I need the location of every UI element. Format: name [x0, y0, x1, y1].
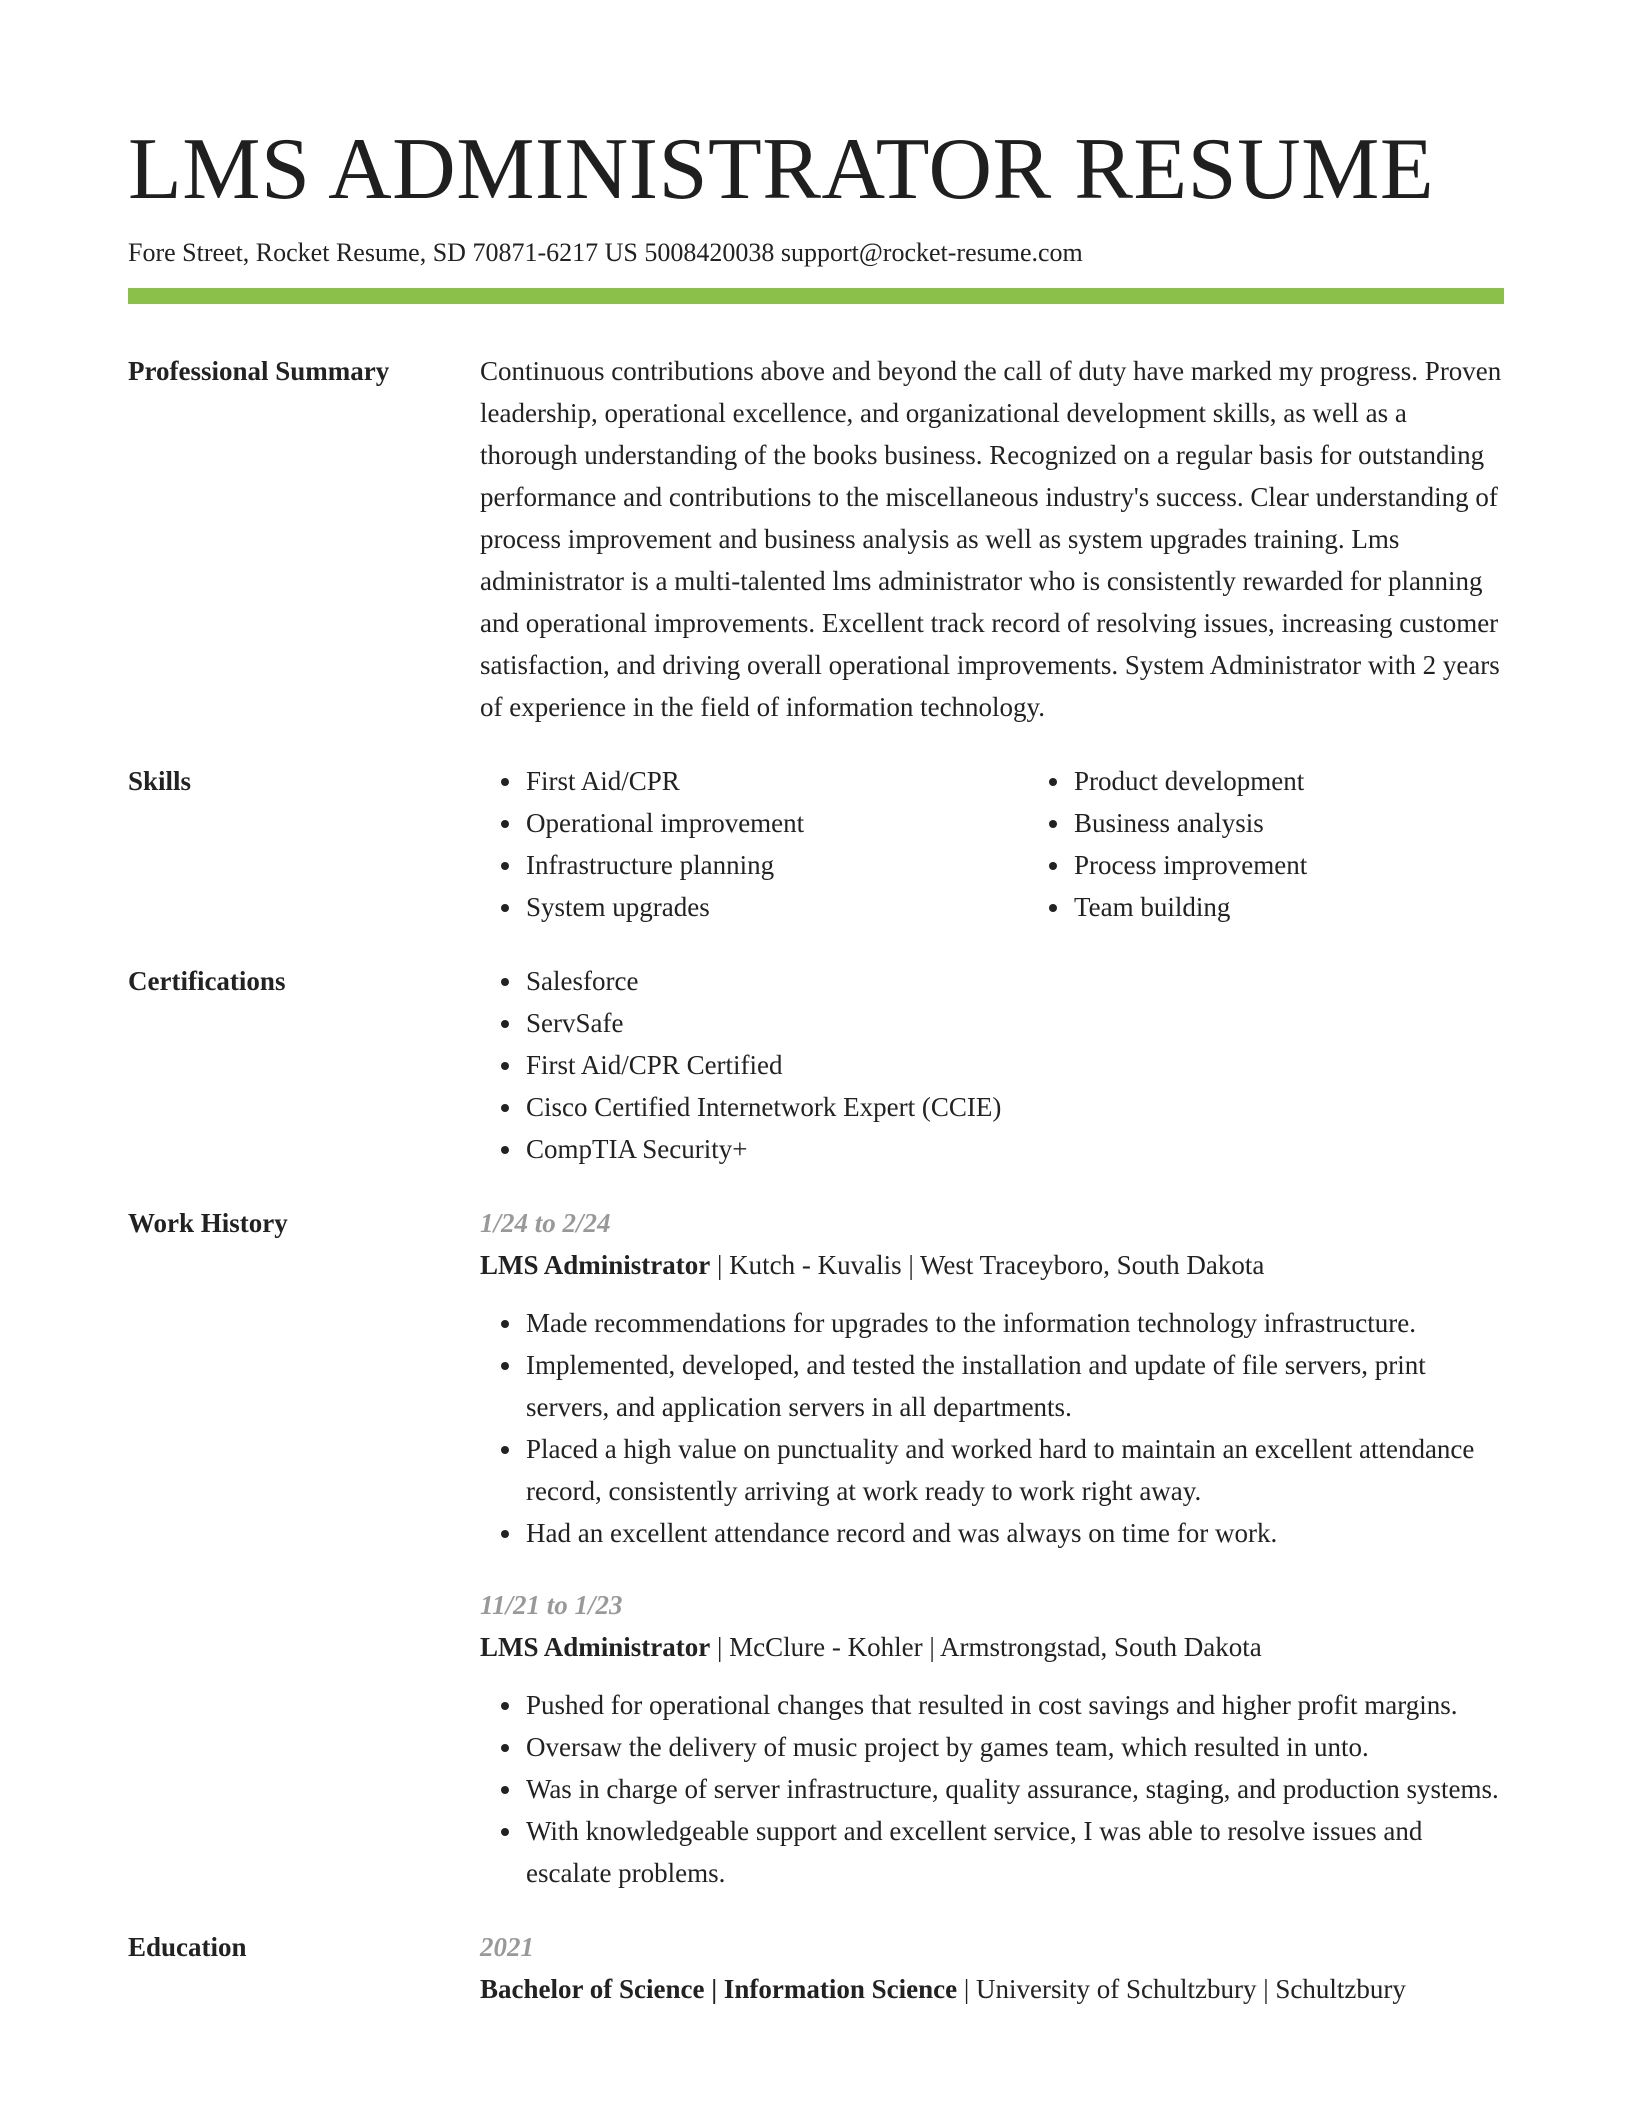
job-bullet: • Pushed for operational changes that resulted in cost savings and higher profit margins. — [524, 1684, 1504, 1726]
skill-item: • System upgrades — [524, 886, 1028, 928]
work-history-body — [480, 1202, 1504, 1894]
job-bullet: • Was in charge of server infrastructure, quality assurance, staging, and production systems. — [524, 1768, 1504, 1810]
skill-item: • Operational improvement — [524, 802, 1028, 844]
certification-item: • ServSafe — [524, 1002, 1504, 1044]
certifications-body — [480, 960, 1504, 1170]
job-title: LMS Administrator — [480, 1250, 711, 1280]
resume-page — [128, 118, 1504, 2010]
job-bullet: • Had an excellent attendance record and was always on time for work. — [524, 1512, 1504, 1554]
skills-list-left — [480, 760, 1028, 928]
summary-text: Continuous contributions above and beyond the call of duty have marked my progress. Proven leadership, operational excellence, and organizational development skills, as well as a thorough understanding of the books business. Recognized on a regular basis for outstanding performance and contributions to the miscellaneous industry's success. Clear understanding of process improvement and business analysis as well as system upgrades training. Lms administrator is a multi-talented lms administrator who is consistently rewarded for planning and operational improvements. Excellent track record of resolving issues, increasing customer satisfaction, and driving overall operational improvements. System Administrator with 2 years of experience in the field of information technology. — [480, 356, 1502, 722]
job-bullet: • Placed a high value on punctuality and worked hard to maintain an excellent attendance record, consistently arriving at work ready to work right away. — [524, 1428, 1504, 1512]
job-date: 1/24 to 2/24 — [480, 1208, 611, 1238]
summary-body — [480, 350, 1504, 728]
job-heading — [480, 1244, 1504, 1286]
education-section — [128, 1926, 1504, 2010]
education-details: | University of Schultzbury | Schultzbury — [957, 1974, 1406, 2004]
skills-label: Skills — [128, 766, 192, 796]
education-label: Education — [128, 1932, 247, 1962]
education-date: 2021 — [480, 1932, 534, 1962]
certifications-section — [128, 960, 1504, 1170]
skills-body — [480, 760, 1576, 928]
education-degree: Bachelor of Science | Information Science — [480, 1974, 958, 2004]
education-heading — [480, 1968, 1504, 2010]
certification-item: • Salesforce — [524, 960, 1504, 1002]
job-bullet: • With knowledgeable support and excellent service, I was able to resolve issues and escalate problems. — [524, 1810, 1504, 1894]
job-entry — [480, 1202, 1504, 1554]
job-title: LMS Administrator — [480, 1632, 711, 1662]
skill-item: • Business analysis — [1072, 802, 1576, 844]
accent-divider — [128, 288, 1504, 304]
resume-title: LMS ADMINISTRATOR RESUME — [128, 121, 1435, 218]
education-body — [480, 1926, 1504, 2010]
certification-item: • Cisco Certified Internetwork Expert (CCIE) — [524, 1086, 1504, 1128]
summary-label: Professional Summary — [128, 356, 390, 386]
job-date: 11/21 to 1/23 — [480, 1590, 623, 1620]
job-bullets — [480, 1302, 1504, 1554]
certification-item: • First Aid/CPR Certified — [524, 1044, 1504, 1086]
skill-item: • Infrastructure planning — [524, 844, 1028, 886]
skills-section — [128, 760, 1504, 928]
skills-list-right — [1028, 760, 1576, 928]
certification-item: • CompTIA Security+ — [524, 1128, 1504, 1170]
contact-info: Fore Street, Rocket Resume, SD 70871-6217 US 5008420038 support@rocket-resume.com — [128, 238, 1083, 267]
job-entry — [480, 1584, 1504, 1894]
skill-item: • Team building — [1072, 886, 1576, 928]
summary-section — [128, 350, 1504, 728]
job-details: | McClure - Kohler | Armstrongstad, South Dakota — [710, 1632, 1262, 1662]
job-heading — [480, 1626, 1504, 1668]
skill-item: • Product development — [1072, 760, 1576, 802]
job-bullets — [480, 1684, 1504, 1894]
job-details: | Kutch - Kuvalis | West Traceyboro, South Dakota — [710, 1250, 1265, 1280]
job-bullet: • Made recommendations for upgrades to the information technology infrastructure. — [524, 1302, 1504, 1344]
certifications-label: Certifications — [128, 966, 286, 996]
certifications-list — [480, 960, 1504, 1170]
job-bullet: • Implemented, developed, and tested the installation and update of file servers, print servers, and application servers in all departments. — [524, 1344, 1504, 1428]
work-history-label: Work History — [128, 1208, 288, 1238]
skill-item: • Process improvement — [1072, 844, 1576, 886]
work-history-section — [128, 1202, 1504, 1894]
job-bullet: • Oversaw the delivery of music project by games team, which resulted in unto. — [524, 1726, 1504, 1768]
skill-item: • First Aid/CPR — [524, 760, 1028, 802]
